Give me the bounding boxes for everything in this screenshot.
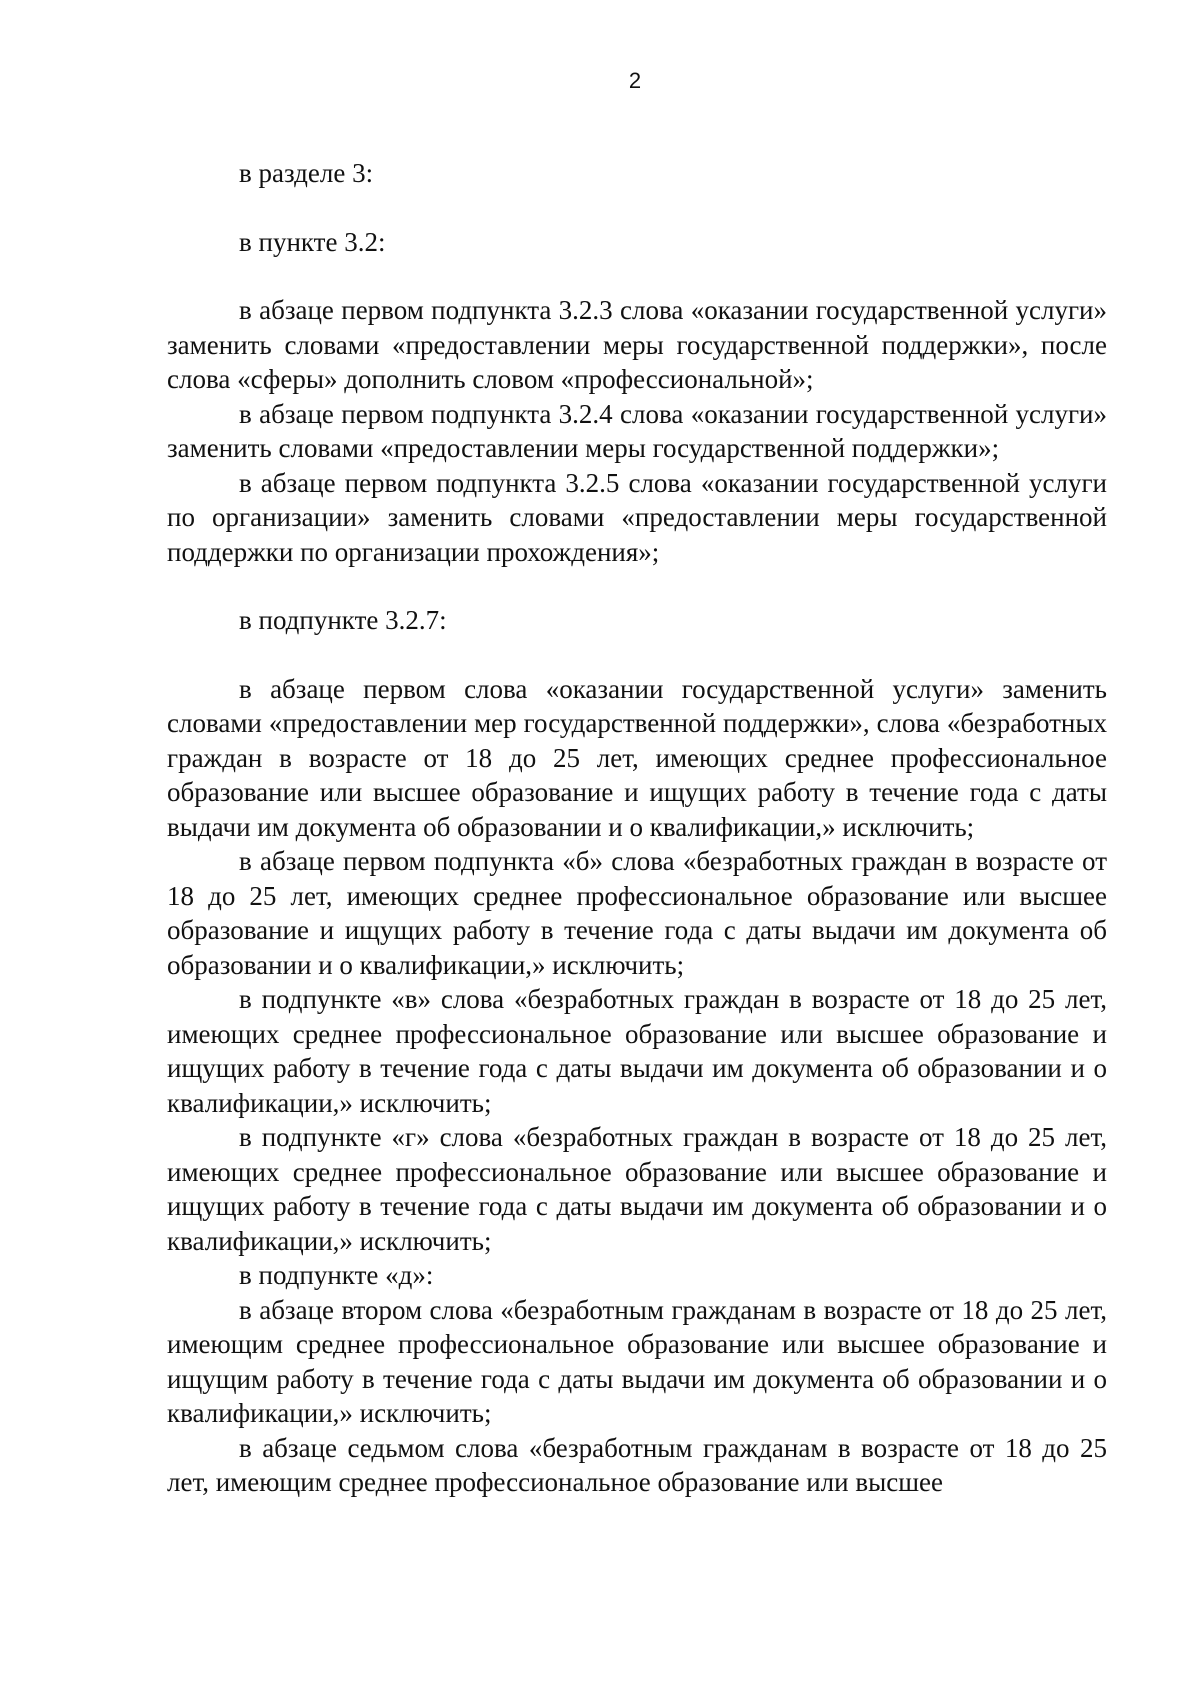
paragraph: в абзаце седьмом слова «безработным гражданам в возрасте от 18 до 25 лет, имеющим среднее профессиональное образование или высшее xyxy=(167,1432,1107,1497)
document-body xyxy=(167,156,1107,1500)
section-heading: в разделе 3: xyxy=(239,158,374,188)
paragraph: в подпункте «г» слова «безработных граждан в возрасте от 18 до 25 лет, имеющих среднее профессиональное образование или высшее образование и ищущих работу в течение года с даты выдачи им документа об образовании и о квалификации,» исключить; xyxy=(167,1122,1107,1256)
paragraph: в абзаце первом подпункта «б» слова «безработных граждан в возрасте от 18 до 25 лет, имеющих среднее профессиональное образование или высшее образование и ищущих работу в течение года с даты выдачи им документа об образовании и о квалификации,» исключить; xyxy=(167,846,1107,980)
paragraph: в абзаце первом подпункта 3.2.3 слова «оказании государственной услуги» заменить словами «предоставлении меры государственной поддержки», после слова «сферы» дополнить словом «профессиональной»; xyxy=(167,295,1107,394)
paragraph: в подпункте «в» слова «безработных граждан в возрасте от 18 до 25 лет, имеющих среднее профессиональное образование или высшее образование и ищущих работу в течение года с даты выдачи им документа об образовании и о квалификации,» исключить; xyxy=(167,984,1107,1118)
paragraph: в абзаце первом подпункта 3.2.4 слова «оказании государственной услуги» заменить словами «предоставлении меры государственной поддержки»; xyxy=(167,398,1107,463)
point-heading: в пункте 3.2: xyxy=(239,226,386,257)
subpoint-heading: в подпункте 3.2.7: xyxy=(239,605,447,635)
subpoint-d-heading: в подпункте «д»: xyxy=(239,1260,434,1290)
paragraph: в абзаце первом слова «оказании государственной услуги» заменить словами «предоставлении мер государственной поддержки», слова «безработных граждан в возрасте от 18 до 25 лет, имеющих среднее профессиональное образование или высшее образование и ищущих работу в течение года с даты выдачи им документа об образовании и о квалификации,» исключить; xyxy=(167,673,1107,842)
paragraph: в абзаце первом подпункта 3.2.5 слова «оказании государственной услуги по организации» заменить словами «предоставлении меры государственной поддержки по организации прохождения»; xyxy=(167,467,1107,567)
page-number: 2 xyxy=(628,68,642,93)
paragraph: в абзаце втором слова «безработным гражданам в возрасте от 18 до 25 лет, имеющим среднее профессиональное образование или высшее образование и ищущим работу в течение года с даты выдачи им документа об образовании и о квалификации,» исключить; xyxy=(167,1294,1107,1428)
